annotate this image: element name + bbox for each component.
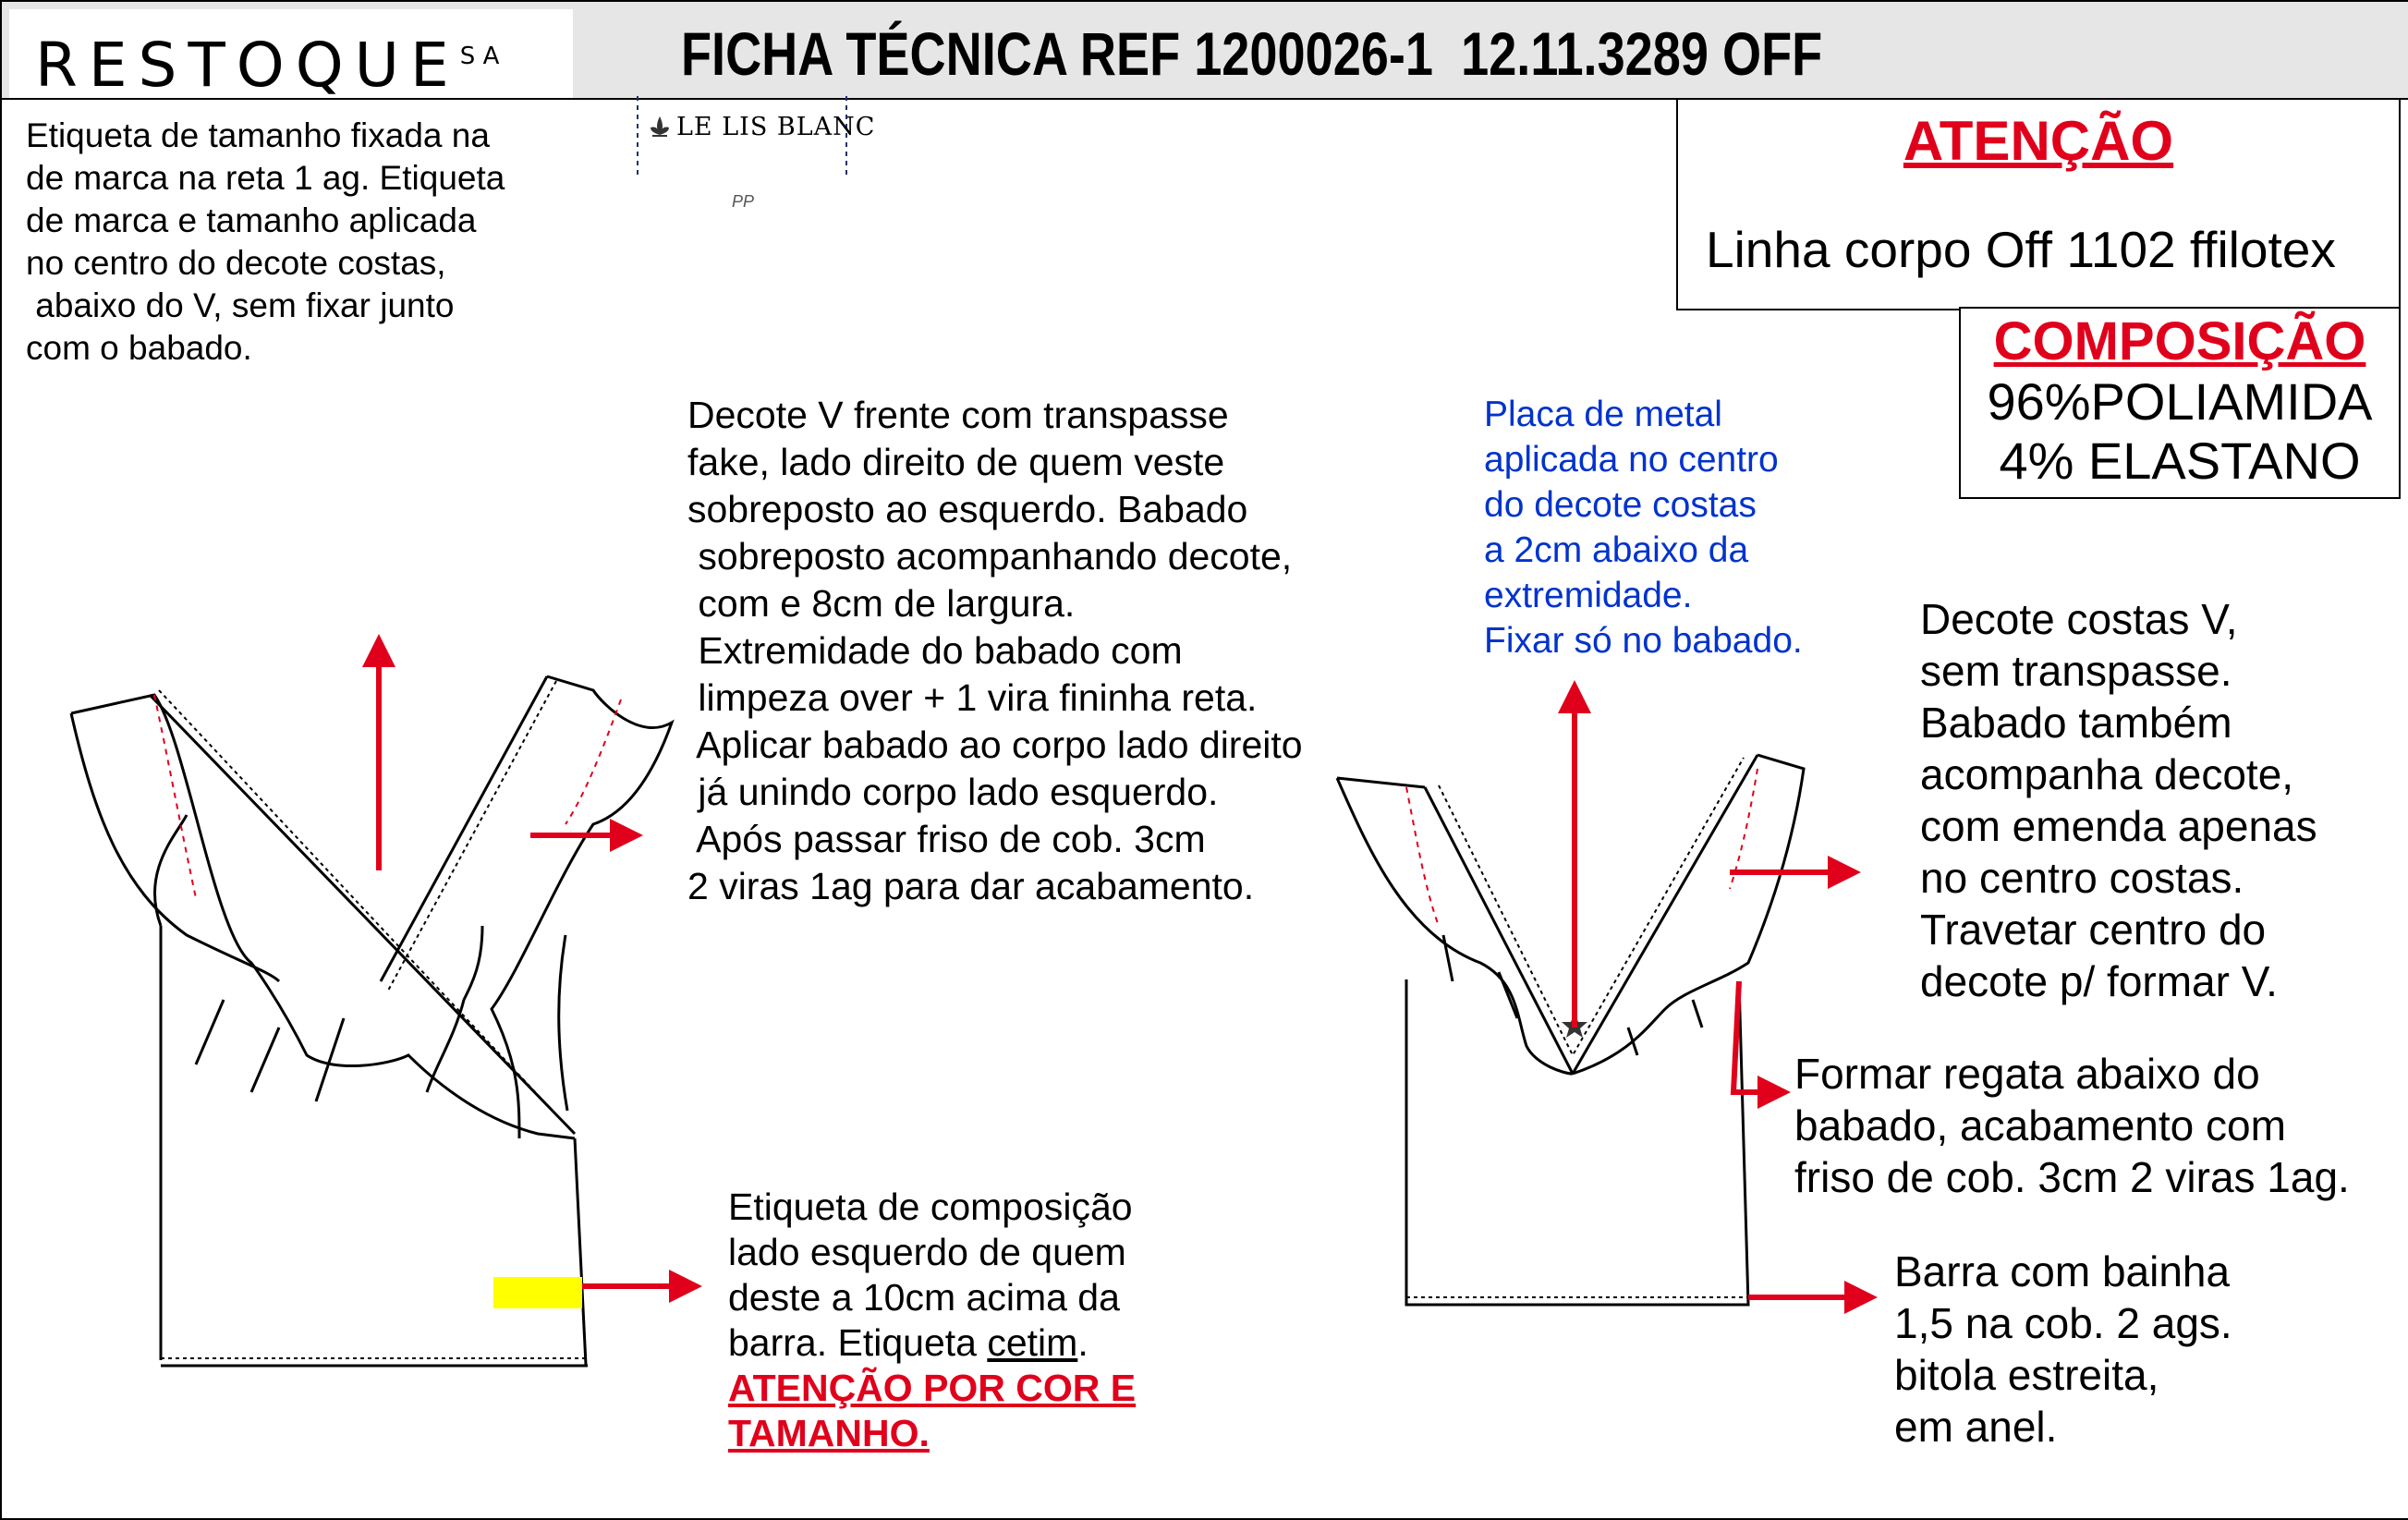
back-left-ruffle: [1337, 778, 1573, 1074]
back-garment-drawing: [1337, 755, 1804, 1305]
front-garment-drawing: [71, 676, 672, 1366]
note-regata: Formar regata abaixo do babado, acabamento com friso de cob. 3cm 2 viras 1ag.: [1794, 1050, 2350, 1201]
composition-label-text: Etiqueta de composição lado esquerdo de quem deste a 10cm acima da barra. Etiqueta: [728, 1186, 1133, 1364]
note-back-neckline: Decote costas V, sem transpasse. Babado também acompanha decote, com emenda apenas no centro costas. Travetar centro do decote p/ formar V.: [1920, 595, 2317, 1005]
composition-label-end: .: [1077, 1321, 1088, 1364]
front-left-side: [154, 815, 187, 1360]
composicao-line-1: 96%POLIAMIDA: [1987, 372, 2373, 431]
composition-label-cetim: cetim: [987, 1321, 1078, 1364]
back-neckline-left: [1425, 787, 1573, 1074]
annotation-arrows: [379, 639, 1872, 1297]
front-neckline-left: [150, 695, 575, 1134]
back-dart-left: [1406, 787, 1439, 926]
logo-text: RESTOQUE: [35, 30, 460, 101]
back-neckline-stitch: [1439, 758, 1744, 1055]
front-dart-right: [566, 699, 621, 824]
garment-drawings: [2, 2, 2408, 1518]
front-right-ruffle: [492, 676, 672, 1138]
note-hem: Barra com bainha 1,5 na cob. 2 ags. bitola estreita, em anel.: [1894, 1247, 2232, 1451]
note-composition-warning: ATENÇÃO POR COR E TAMANHO.: [728, 1367, 1137, 1454]
note-front-neckline: Decote V frente com transpasse fake, lado direito de quem veste sobreposto ao esquerdo. Babado sobreposto acompanhando decote, com e 8cm de largura. Extremidade do babado com limpeza over + 1 vira fininha reta. Aplicar babado ao corpo lado direito já unindo corpo lado esquerdo. Após passar friso de cob. 3cm 2 viras 1ag para dar acabamento.: [687, 394, 1303, 907]
note-tag-label: Etiqueta de tamanho fixada na de marca na reta 1 ag. Etiqueta de marca e tamanho aplicada no centro do decote costas, abaixo do V, sem fixar junto com o babado.: [26, 116, 505, 367]
front-left-ruffle-outer: [71, 713, 279, 981]
front-ruffle-folds: [196, 926, 482, 1101]
composicao-line-2: 4% ELASTANO: [1999, 432, 2361, 490]
atencao-title: ATENÇÃO: [1903, 110, 2174, 172]
composition-label-highlight: [493, 1277, 582, 1308]
back-neckline-right: [1573, 755, 1757, 1074]
note-metal-plate: Placa de metal aplicada no centro do decote costas a 2cm abaixo da extremidade. Fixar só no babado.: [1484, 395, 1803, 661]
brand-label-text: LE LIS BLANC: [676, 113, 876, 141]
composicao-title: COMPOSIÇÃO: [1993, 311, 2366, 371]
logo-suffix: SA: [459, 43, 507, 70]
page-title: FICHA TÉCNICA REF 1200026-1 12.11.3289 OFF: [681, 19, 1823, 88]
brand-label-size: PP: [732, 192, 755, 211]
back-right-ruffle: [1573, 755, 1804, 1074]
atencao-text: Linha corpo Off 1102 ffilotex: [1706, 221, 2336, 278]
front-neckline-right: [381, 676, 547, 981]
